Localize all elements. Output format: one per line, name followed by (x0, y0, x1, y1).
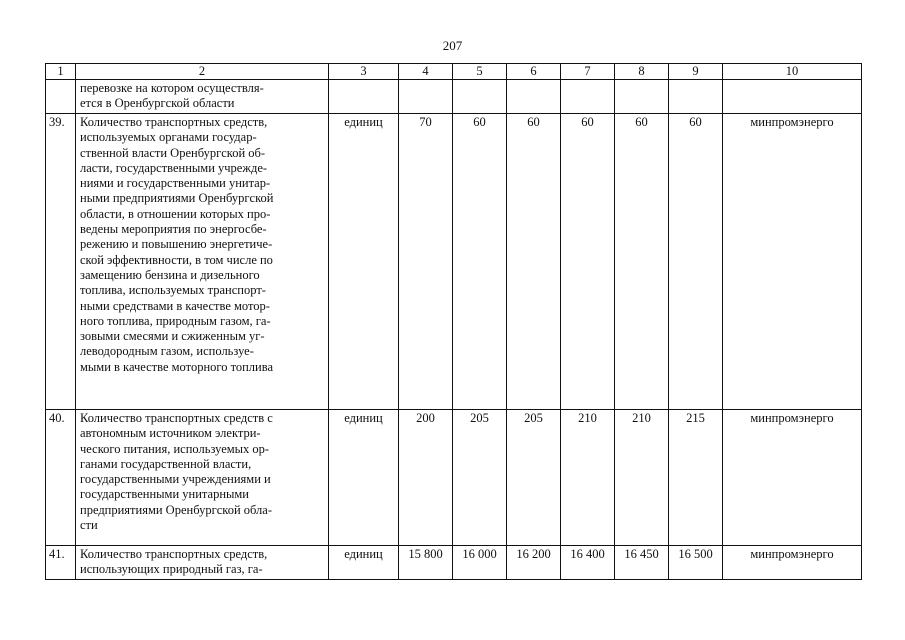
value-cell: 60 (507, 114, 561, 410)
column-header: 6 (507, 64, 561, 80)
indicator-name: Количество транспортных средств, использующих природный газ, га- (76, 546, 329, 580)
value-cell: 60 (615, 114, 669, 410)
value-cell: 205 (453, 410, 507, 546)
unit-cell: единиц (329, 546, 399, 580)
value-cell (399, 80, 453, 114)
column-header: 2 (76, 64, 329, 80)
value-cell: 60 (561, 114, 615, 410)
row-index: 40. (46, 410, 76, 546)
column-header: 8 (615, 64, 669, 80)
column-header: 1 (46, 64, 76, 80)
responsible-cell: минпромэнерго (723, 546, 862, 580)
unit-cell: единиц (329, 410, 399, 546)
column-header: 9 (669, 64, 723, 80)
row-index (46, 80, 76, 114)
indicators-table (45, 63, 862, 580)
header-row (46, 64, 862, 80)
table-row (46, 80, 862, 114)
column-header: 5 (453, 64, 507, 80)
column-header: 7 (561, 64, 615, 80)
responsible-cell: минпромэнерго (723, 410, 862, 546)
responsible-cell (723, 80, 862, 114)
column-header: 10 (723, 64, 862, 80)
value-cell (561, 80, 615, 114)
row-index: 41. (46, 546, 76, 580)
page-number: 207 (442, 38, 463, 53)
value-cell: 70 (399, 114, 453, 410)
value-cell: 215 (669, 410, 723, 546)
column-header: 4 (399, 64, 453, 80)
value-cell (669, 80, 723, 114)
responsible-cell: минпромэнерго (723, 114, 862, 410)
indicator-name: Количество транспортных средств, используемых органами государ- ственной власти Оренбургской об- ласти, государственными учрежде- ниями и государственными унитар- ными предприятиями Оренбургской области, в отношении которых про- ведены мероприятия по энергосбе- режению и повышению энергетиче- ской эффективности, в том числе по замещению бензина и дизельного топлива, используемых транспорт- ными средствами в качестве мотор- ного топлива, природным газом, га- зовыми смесями и сжиженным уг- леводородным газом, используе- мыми в качестве моторного топлива (76, 114, 329, 410)
row-index: 39. (46, 114, 76, 410)
table-row (46, 114, 862, 410)
value-cell: 16 200 (507, 546, 561, 580)
value-cell: 60 (669, 114, 723, 410)
value-cell (507, 80, 561, 114)
column-header: 3 (329, 64, 399, 80)
value-cell: 210 (615, 410, 669, 546)
table-row (46, 410, 862, 546)
value-cell: 210 (561, 410, 615, 546)
value-cell: 16 000 (453, 546, 507, 580)
value-cell: 205 (507, 410, 561, 546)
table-row (46, 546, 862, 580)
unit-cell: единиц (329, 114, 399, 410)
value-cell: 16 400 (561, 546, 615, 580)
value-cell: 15 800 (399, 546, 453, 580)
indicator-name: перевозке на котором осуществля- ется в Оренбургской области (76, 80, 329, 114)
value-cell: 16 500 (669, 546, 723, 580)
value-cell: 16 450 (615, 546, 669, 580)
unit-cell (329, 80, 399, 114)
indicator-name: Количество транспортных средств с автономным источником электри- ческого питания, используемых ор- ганами государственной власти, государственными учреждениями и государственными унитарными предприятиями Оренбургской обла- сти (76, 410, 329, 546)
value-cell (453, 80, 507, 114)
value-cell: 200 (399, 410, 453, 546)
value-cell (615, 80, 669, 114)
value-cell: 60 (453, 114, 507, 410)
